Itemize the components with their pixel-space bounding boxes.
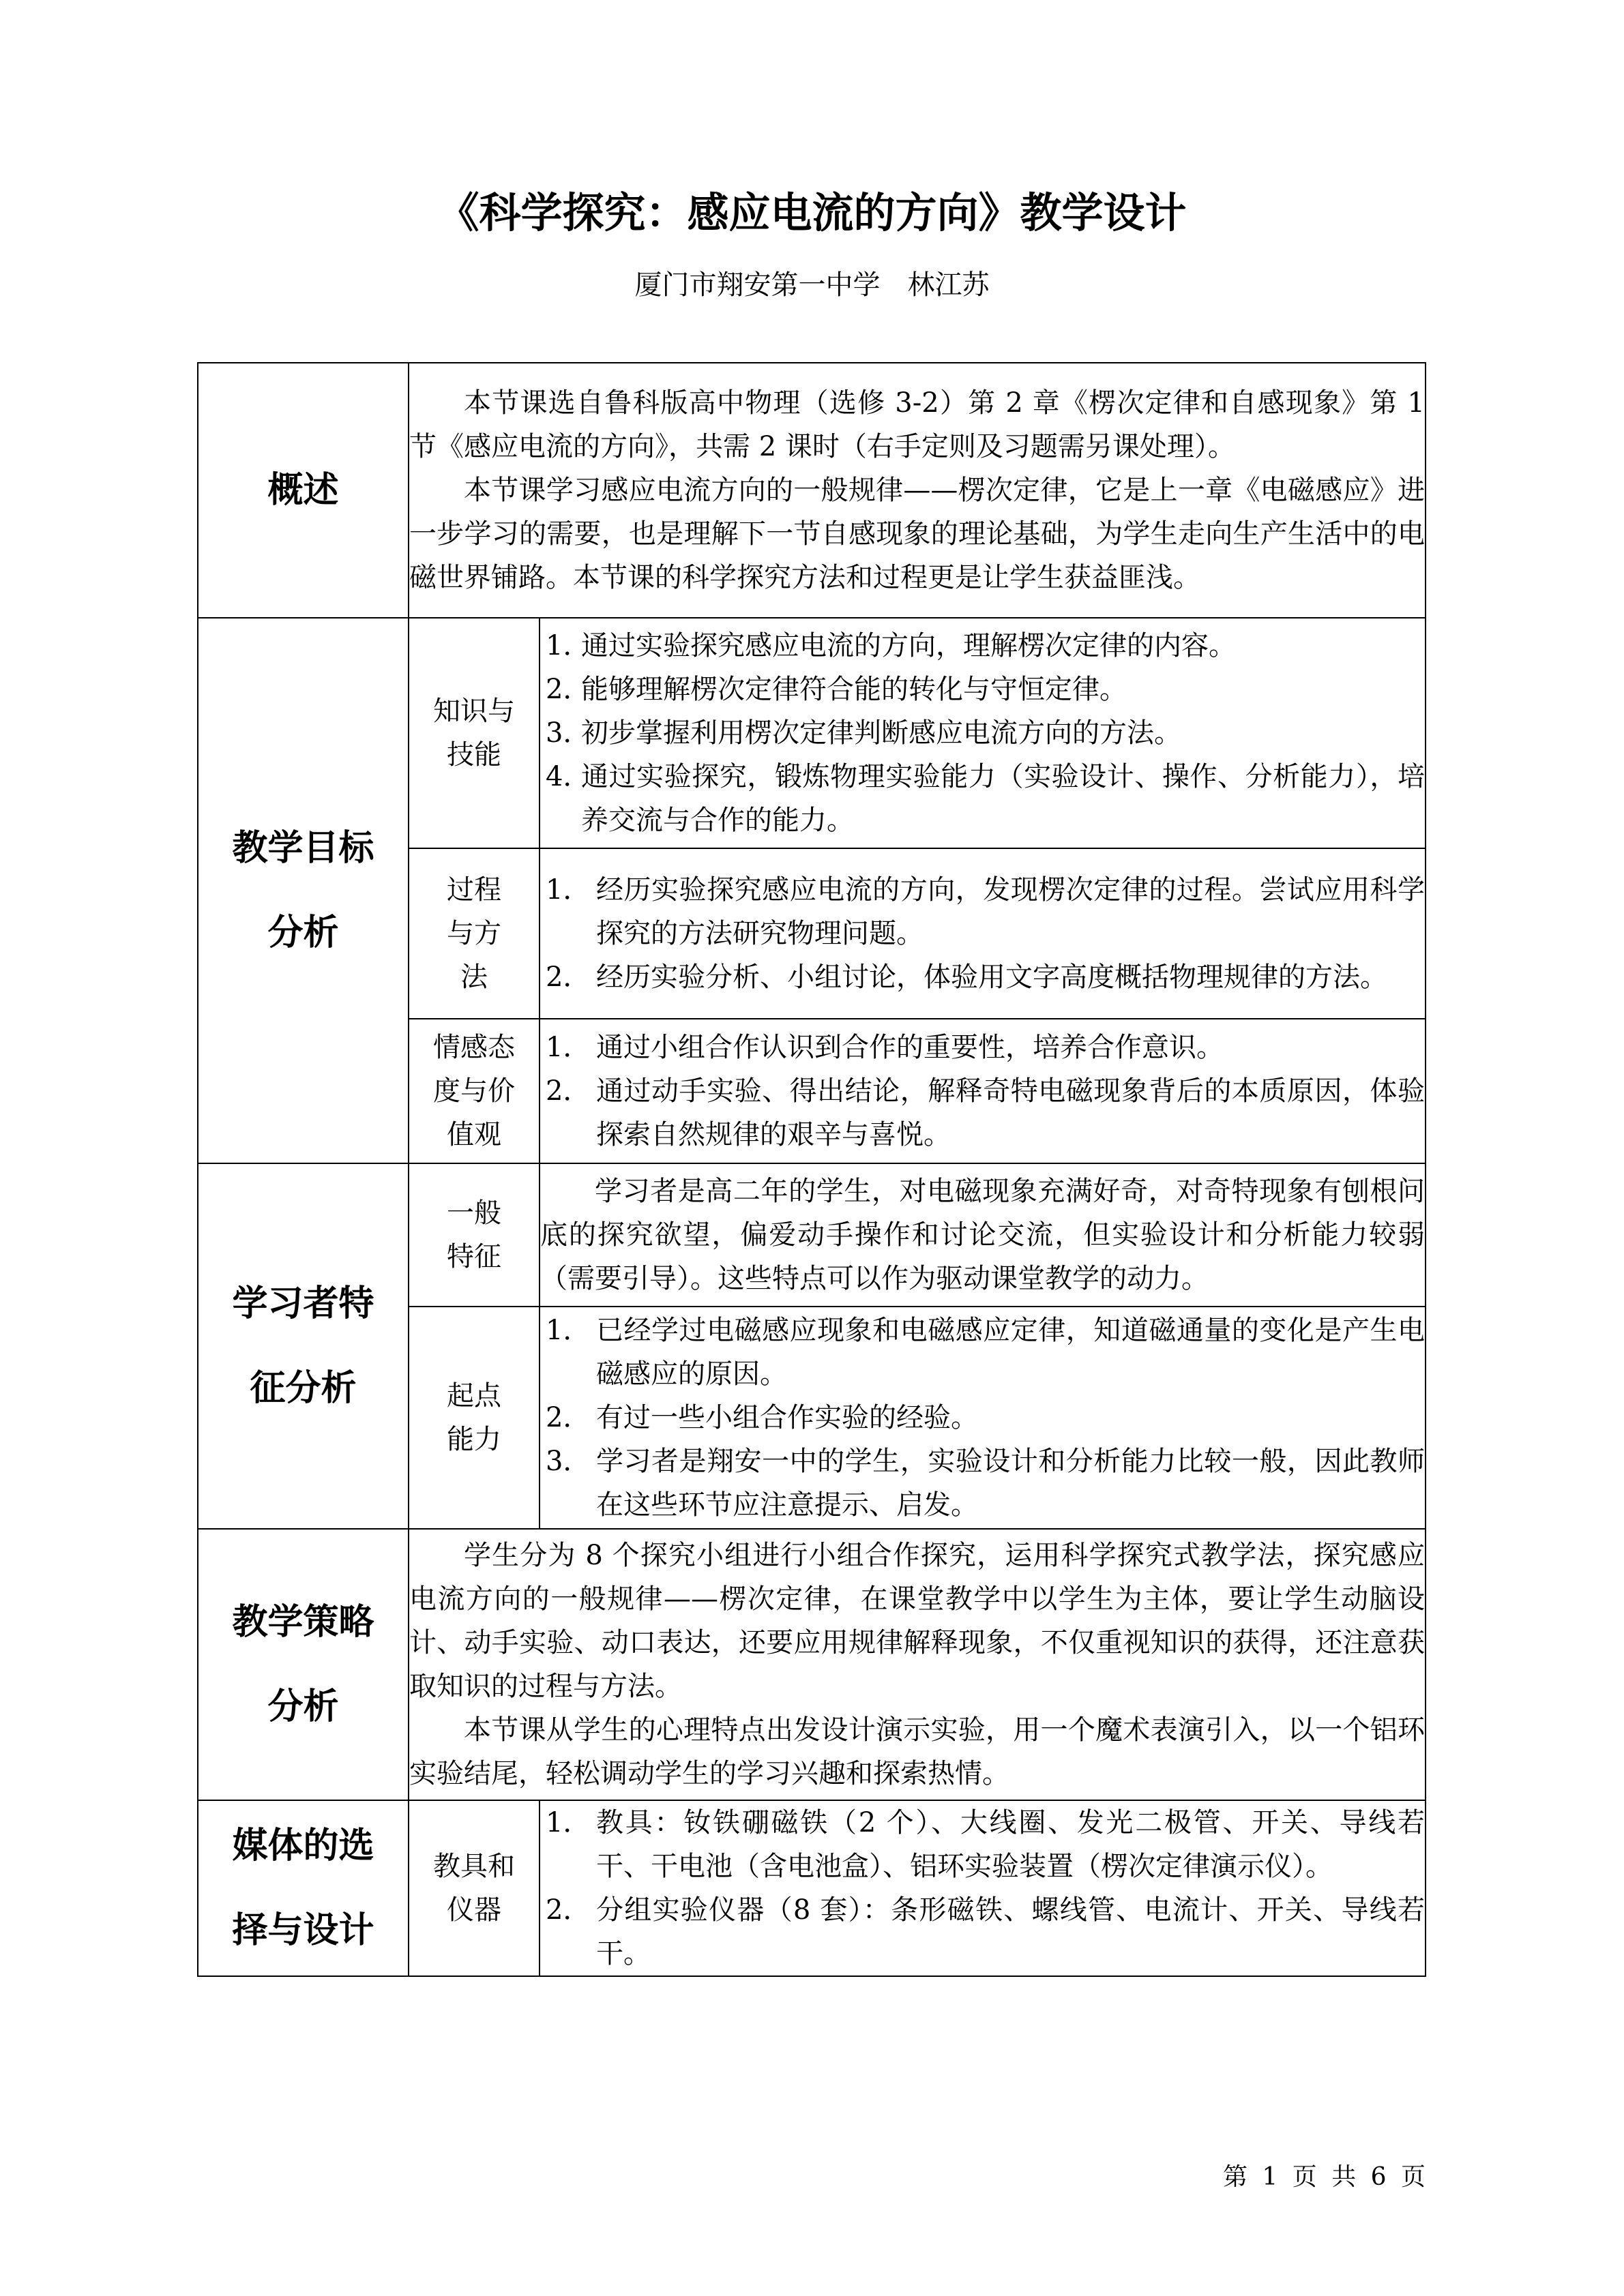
strategy-content xyxy=(409,1529,1426,1800)
starting-label-text: 起点能力 xyxy=(447,1380,501,1455)
document-title: 《科学探究：感应电流的方向》教学设计 xyxy=(437,189,1187,237)
list-item: 3． 学习者是翔安一中的学生，实验设计和分析能力比较一般，因此教师在这些环节应注意提示、启发。 xyxy=(546,1446,1425,1521)
overview-content xyxy=(409,363,1426,618)
general-content xyxy=(540,1163,1426,1307)
media-row xyxy=(198,1800,1426,1976)
list-item: 2． 能够理解楞次定律符合能的转化与守恒定律。 xyxy=(546,674,1127,705)
list-item: 2． 通过动手实验、得出结论，解释奇特电磁现象背后的本质原因，体验探索自然规律的艰辛与喜悦。 xyxy=(546,1075,1425,1150)
strategy-label xyxy=(198,1529,409,1800)
media-label-line1: 媒体的选 xyxy=(232,1825,374,1866)
general-paragraph: 学习者是高二年的学生，对电磁现象充满好奇，对奇特现象有刨根问底的探究欲望，偏爱动手操作和讨论交流，但实验设计和分析能力较弱（需要引导）。这些特点可以作为驱动课堂教学的动力。 xyxy=(540,1176,1425,1294)
strategy-paragraph: 本节课从学生的心理特点出发设计演示实验，用一个魔术表演引入，以一个铝环实验结尾，轻松调动学生的学习兴趣和探索热情。 xyxy=(409,1714,1425,1789)
general-label-text: 一般特征 xyxy=(447,1197,501,1272)
list-item: 2． 有过一些小组合作实验的经验。 xyxy=(546,1402,978,1433)
overview-paragraph: 本节课选自鲁科版高中物理（选修 3-2）第 2 章《楞次定律和自感现象》第 1 节《感应电流的方向》，共需 2 课时（右手定则及习题需另课处理）。 xyxy=(409,387,1425,462)
equipment-content xyxy=(540,1800,1426,1976)
emotion-label xyxy=(409,1019,540,1163)
author-line xyxy=(0,265,1624,305)
author-school: 厦门市翔安第一中学 xyxy=(634,269,881,301)
strategy-row xyxy=(198,1529,1426,1800)
list-item: 1． 经历实验探究感应电流的方向，发现楞次定律的过程。尝试应用科学探究的方法研究物理问题。 xyxy=(546,874,1425,949)
overview-label: 概述 xyxy=(198,363,409,618)
process-content xyxy=(540,848,1426,1019)
list-item: 1． 通过实验探究感应电流的方向，理解楞次定律的内容。 xyxy=(546,630,1236,661)
learners-label-line2: 征分析 xyxy=(250,1367,357,1409)
media-label xyxy=(198,1800,409,1976)
strategy-label-line1: 教学策略 xyxy=(232,1601,374,1643)
strategy-paragraph: 学生分为 8 个探究小组进行小组合作探究，运用科学探究式教学法，探究感应电流方向的一般规律——楞次定律，在课堂教学中以学生为主体，要让学生动脑设计、动手实验、动口表达，还要应用规律解释现象，不仅重视知识的获得，还注意获取知识的过程与方法。 xyxy=(409,1540,1425,1702)
equipment-label xyxy=(409,1800,540,1976)
page-number: 第 1 页 共 6 页 xyxy=(1222,2163,1426,2191)
lesson-plan-table xyxy=(197,362,1426,1977)
starting-label xyxy=(409,1307,540,1529)
overview-paragraph: 本节课学习感应电流方向的一般规律——楞次定律，它是上一章《电磁感应》进一步学习的需要，也是理解下一节自感现象的理论基础，为学生走向生产生活中的电磁世界铺路。本节课的科学探究方法和过程更是让学生获益匪浅。 xyxy=(409,475,1425,593)
equipment-label-text: 教具和仪器 xyxy=(433,1851,515,1926)
goals-knowledge-row xyxy=(198,618,1426,848)
learners-label xyxy=(198,1163,409,1529)
list-item: 2． 分组实验仪器（8 套）：条形磁铁、螺线管、电流计、开关、导线若干。 xyxy=(546,1894,1425,1969)
general-label xyxy=(409,1163,540,1307)
overview-row xyxy=(198,363,1426,618)
media-label-line2: 择与设计 xyxy=(232,1909,374,1951)
emotion-content xyxy=(540,1019,1426,1163)
author-name: 林江苏 xyxy=(907,269,990,301)
process-label xyxy=(409,848,540,1019)
list-item: 4． 通过实验探究，锻炼物理实验能力（实验设计、操作、分析能力），培养交流与合作的能力。 xyxy=(546,761,1425,836)
emotion-label-text: 情感态度与价值观 xyxy=(433,1032,515,1150)
starting-content xyxy=(540,1307,1426,1529)
list-item: 1． 教具：钕铁硼磁铁（2 个）、大线圈、发光二极管、开关、导线若干、干电池（含电池盒）、铝环实验装置（楞次定律演示仪）。 xyxy=(546,1807,1425,1882)
list-item: 2． 经历实验分析、小组讨论，体验用文字高度概括物理规律的方法。 xyxy=(546,961,1387,993)
list-item: 1． 已经学过电磁感应现象和电磁感应定律，知道磁通量的变化是产生电磁感应的原因。 xyxy=(546,1315,1425,1390)
learners-general-row xyxy=(198,1163,1426,1307)
knowledge-label xyxy=(409,618,540,848)
learners-label-line1: 学习者特 xyxy=(232,1283,374,1324)
list-item: 3． 初步掌握利用楞次定律判断感应电流方向的方法。 xyxy=(546,717,1181,749)
knowledge-label-text: 知识与技能 xyxy=(433,696,515,771)
goals-label-line1: 教学目标 xyxy=(232,827,374,869)
knowledge-content xyxy=(540,618,1426,848)
process-label-text: 过程与方法 xyxy=(447,874,501,993)
list-item: 1． 通过小组合作认识到合作的重要性，培养合作意识。 xyxy=(546,1032,1224,1063)
strategy-label-line2: 分析 xyxy=(267,1686,339,1727)
goals-label-line2: 分析 xyxy=(267,912,339,953)
goals-label xyxy=(198,618,409,1163)
